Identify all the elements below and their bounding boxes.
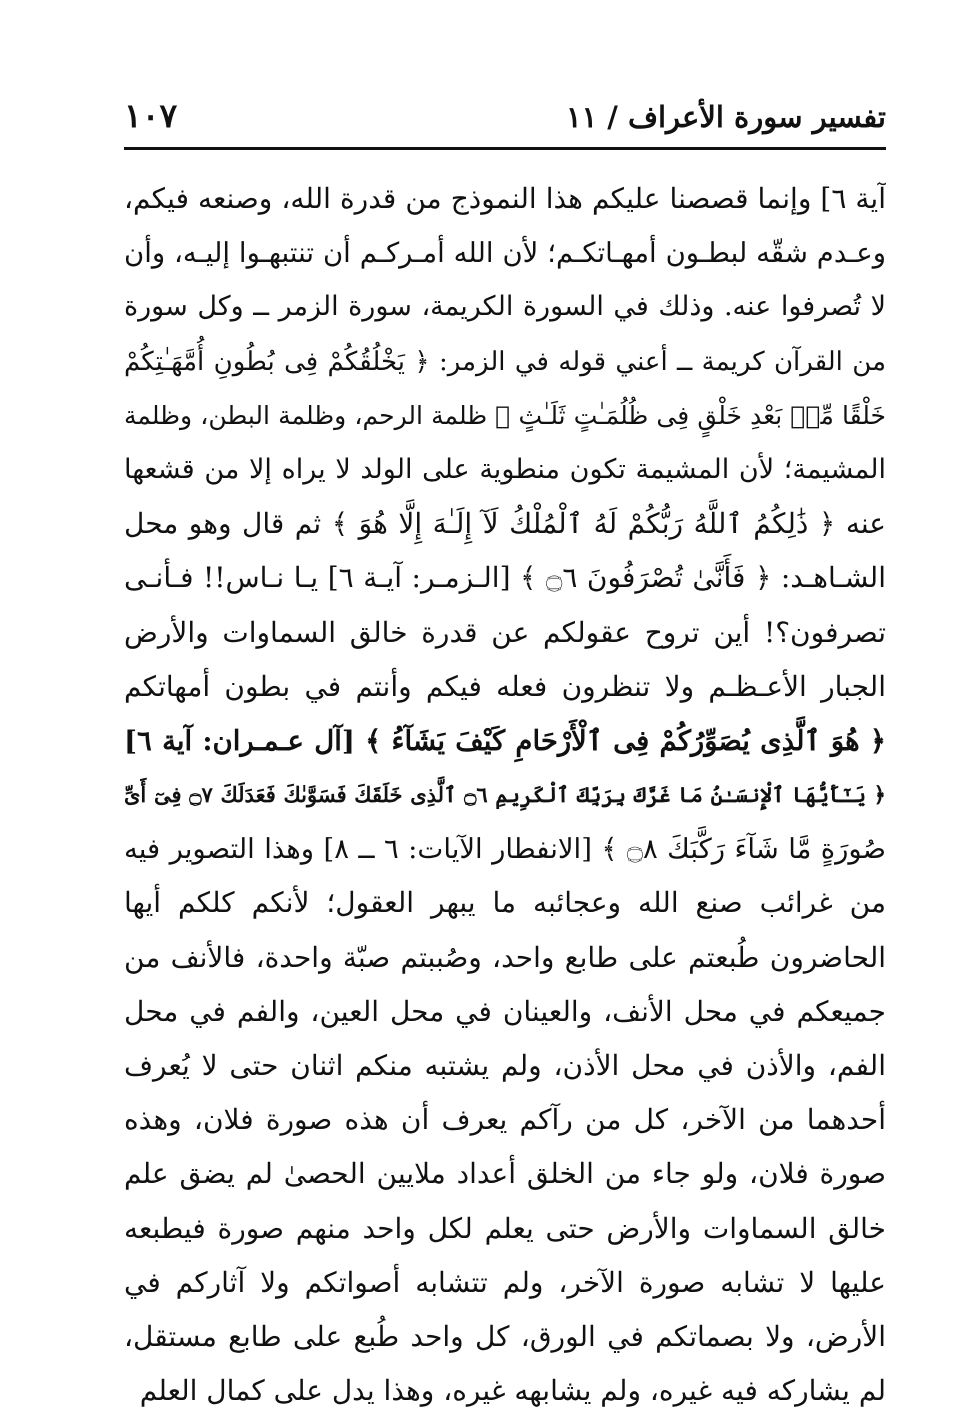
page-number: ١٠٧ [124, 96, 178, 135]
text-line: وعـدم شقّه لبطـون أمهـاتكـم؛ لأن الله أمـركـم أن تنتبهـوا إليـه، وأن [124, 237, 886, 270]
text-line: جميعكم في محل الأنف، والعينان في محل العين، والفم في محل [124, 994, 886, 1028]
running-title: تفسير سورة الأعراف / ١١ [566, 100, 886, 134]
text-line: الأرض، ولا بصماتكم في الورق، كل واحد طُبع على طابع مستقل، [124, 1319, 886, 1353]
text-line: صورة فلان، ولو جاء من الخلق أعداد ملايين الحصىٰ لم يضق علم [124, 1157, 886, 1191]
text-line: الحاضرون طُبعتم على طابع واحد، وصُببتم صبّة واحدة، فالأنف من [124, 940, 886, 974]
header-rule [124, 147, 886, 150]
text-line: تصرفون؟! أين تروح عقولكم عن قدرة خالق السماوات والأرض [124, 615, 886, 649]
text-line: الفم، والأذن في محل الأذن، ولم يشتبه منكم اثنان حتى لا يُعرف [124, 1049, 886, 1082]
body-text [124, 172, 886, 1418]
text-line: الجبار الأعـظـم ولا تنظرون فعله فيكم وأنتم في بطون أمهاتكم [124, 669, 886, 703]
text-line: ﴿ هُوَ ٱلَّذِى يُصَوِّرُكُمْ فِى ٱلْأَرْحَامِ كَيْفَ يَشَآءُ ﴾ [آل عـمـران: آية ٦] [124, 724, 886, 757]
text-line: من غرائب صنع الله وعجائبه ما يبهر العقول؛ لأنكم كلكم أيها [124, 886, 886, 920]
text-line: لا تُصرفوا عنه. وذلك في السورة الكريمة، سورة الزمر ــ وكل سورة [124, 291, 886, 323]
text-line: من القرآن كريمة ــ أعني قوله في الزمر: ﴿ يَخْلُقُكُمْ فِى بُطُونِ أُمَّهَـٰتِكُمْ [124, 346, 886, 377]
text-line: ﴿ يَـٰٓأَيُّهَا ٱلْإِنسَـٰنُ مَا غَرَّكَ بِرَبِّكَ ٱلْكَرِيمِ ۝٦ ٱلَّذِى خَلَقَكَ فَسَوَّىٰكَ فَعَدَلَكَ ۝٧ فِىٓ أَىِّ [124, 782, 886, 808]
text-line: آية ٦] وإنما قصصنا عليكم هذا النموذج من قدرة الله، وصنعه فيكم، [124, 182, 886, 215]
text-line: عليها لا تشابه صورة الآخر، ولم تتشابه أصواتكم ولا آثاركم في [124, 1265, 886, 1299]
text-line: المشيمة؛ لأن المشيمة تكون منطوية على الولد لا يراه إلا من قشعها [124, 453, 886, 485]
text-line: لم يشاركه فيه غيره، ولم يشابهه غيره، وهذا يدل على كمال العلم [139, 1374, 886, 1408]
text-line: أحدهما من الآخر، كل من رآكم يعرف أن هذه صورة فلان، وهذه [124, 1103, 886, 1137]
text-line: خالق السماوات والأرض حتى يعلم لكل واحد منهم صورة فيطبعه [124, 1211, 886, 1245]
text-line: الشـاهـد: ﴿ فَأَنَّىٰ تُصْرَفُونَ ۝٦ ﴾ [الـزمـر: آيـة ٦] يـا نـاس!! فـأنـى [124, 561, 886, 595]
page-header [124, 96, 886, 144]
text-line: صُورَةٍ مَّا شَآءَ رَكَّبَكَ ۝٨ ﴾ [الانفطار الآيات: ٦ ــ ٨] وهذا التصوير فيه [124, 833, 886, 866]
text-line: خَلْقًا مِّنۢ بَعْدِ خَلْقٍ فِى ظُلُمَـٰتٍ ثَلَـٰثٍ ﴾ ظلمة الرحم، وظلمة البطن، وظلمة [124, 400, 886, 430]
text-line: عنه ﴿ ذَٰلِكُمُ ٱللَّهُ رَبُّكُمْ لَهُ ٱلْمُلْكُ لَآ إِلَـٰهَ إِلَّا هُوَ ﴾ ثم قال وهو محل [124, 507, 886, 541]
